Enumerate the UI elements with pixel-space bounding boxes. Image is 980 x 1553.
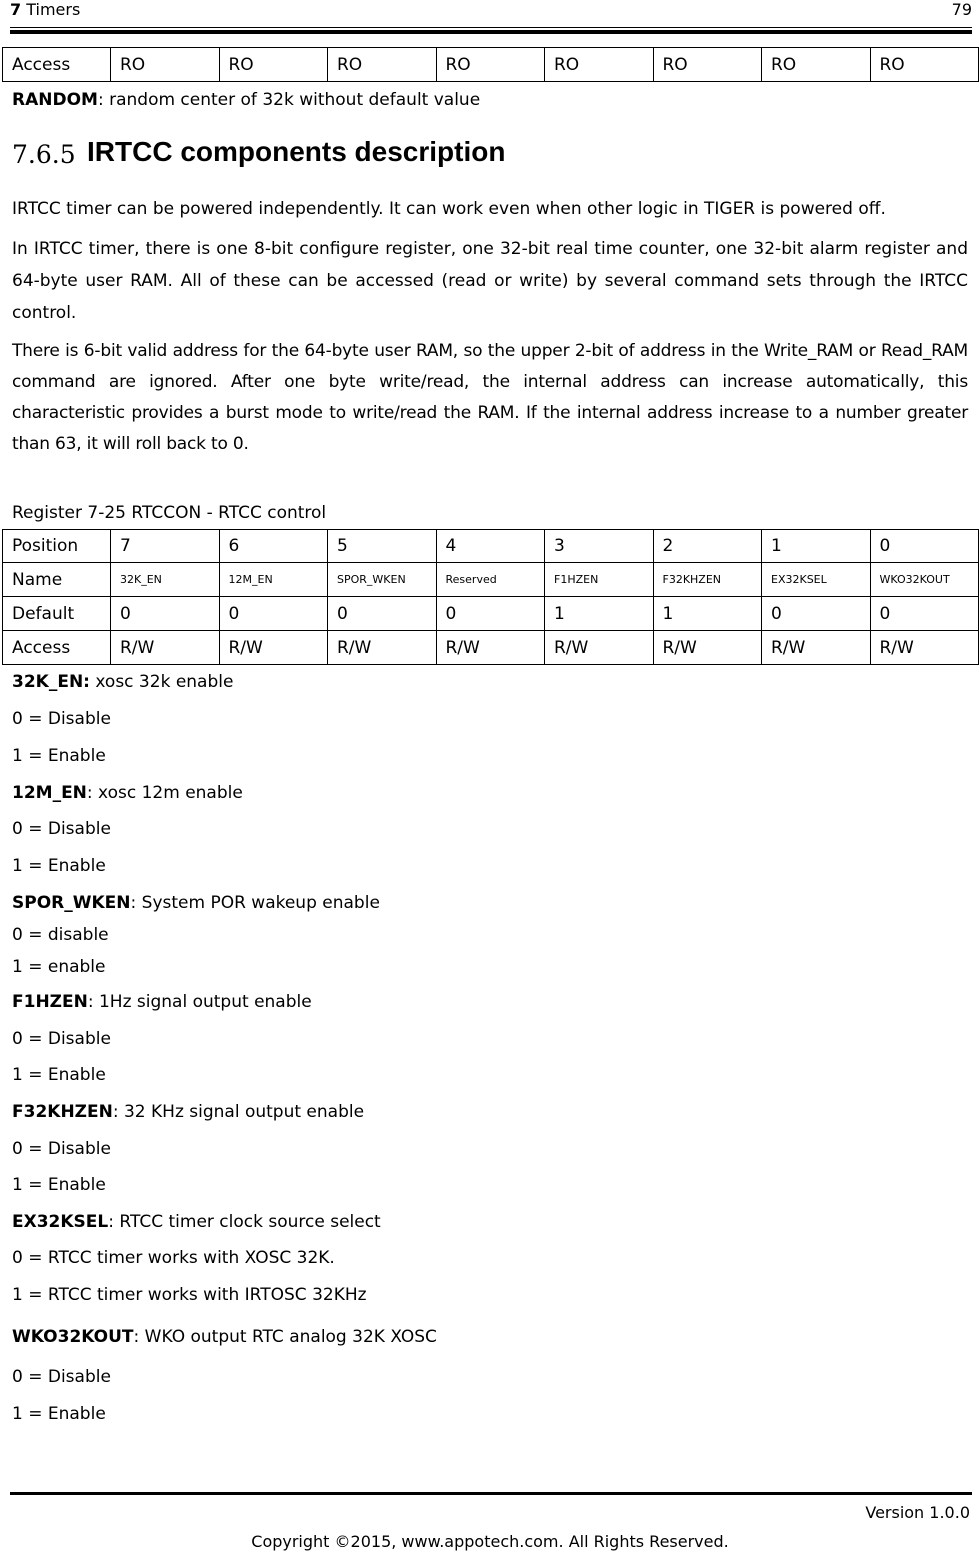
field-desc: : WKO output RTC analog 32K XOSC [133,1327,437,1347]
field-value: 1 = enable [12,957,106,977]
field-value: 1 = Enable [12,856,106,876]
table-cell: EX32KSEL [762,563,871,597]
table-row [3,631,979,665]
table-cell: 0 [219,597,328,631]
table-cell: 0 [762,597,871,631]
footer-version: Version 1.0.0 [865,1503,970,1522]
paragraph: There is 6-bit valid address for the 64-byte user RAM, so the upper 2-bit of address in the Write_RAM or Read_RAM command are ignored. After one byte write/read, the internal address can increase automatically, this characteristic provides a burst mode to write/read the RAM. If the internal address increase to a number greater than 63, it will roll back to 0. [12,341,968,454]
table-cell: R/W [545,631,654,665]
field-desc: xosc 32k enable [89,672,234,692]
previous-register-access-table [2,47,979,82]
footer-rule [10,1492,972,1495]
table-cell: 0 [111,597,220,631]
row-label: Access [3,631,111,665]
table-cell: 6 [219,530,328,563]
table-cell: WKO32KOUT [870,563,979,597]
field-heading-wko32kout [12,1327,437,1347]
field-value: 1 = Enable [12,746,106,766]
page-number: 79 [951,0,972,19]
field-value: 0 = Disable [12,1367,111,1387]
field-value: 1 = Enable [12,1404,106,1424]
table-cell: 3 [545,530,654,563]
table-cell: 2 [653,530,762,563]
register-table [2,529,979,665]
field-name: SPOR_WKEN [12,893,131,913]
table-cell: R/W [653,631,762,665]
table-cell: 5 [328,530,437,563]
field-heading-f1hzen [12,992,312,1012]
field-value: 0 = disable [12,925,109,945]
field-name: EX32KSEL [12,1212,109,1232]
chapter-number: 7 [10,0,22,19]
field-desc: : RTCC timer clock source select [108,1212,381,1232]
field-desc: : 1Hz signal output enable [87,992,312,1012]
field-heading-spor-wken [12,893,380,913]
paragraph: In IRTCC timer, there is one 8-bit configure register, one 32-bit real time counter, one 32-bit alarm register and 64-byte user RAM. All of these can be accessed (read or write) by several command sets through the IRTCC control. [12,239,968,323]
footer-copyright: Copyright ©2015, www.appotech.com. All Rights Reserved. [251,1532,729,1551]
table-cell: F32KHZEN [653,563,762,597]
field-name: 12M_EN [12,783,87,803]
table-cell: R/W [436,631,545,665]
table-row [3,597,979,631]
paragraph: IRTCC timer can be powered independently. It can work even when other logic in TIGER is powered off. [12,199,886,219]
field-name: 32K_EN: [12,672,90,692]
table-cell: SPOR_WKEN [328,563,437,597]
chapter-title: Timers [26,0,81,19]
section-number: 7.6.5 [12,140,76,169]
table-cell: R/W [762,631,871,665]
table-cell: 32K_EN [111,563,220,597]
table-cell: RO [545,48,654,82]
field-value: 0 = Disable [12,709,111,729]
field-name: F32KHZEN [12,1102,113,1122]
field-name: RANDOM [12,90,98,110]
field-name: F1HZEN [12,992,88,1012]
table-cell: RO [762,48,871,82]
field-value: 0 = Disable [12,1029,111,1049]
table-cell: R/W [111,631,220,665]
table-cell: RO [870,48,979,82]
page-header [10,0,972,20]
table-cell: RO [653,48,762,82]
table-cell: RO [219,48,328,82]
field-desc: : xosc 12m enable [86,783,243,803]
section-title: IRTCC components description [87,136,506,167]
row-label: Access [3,48,111,82]
random-field-description [12,90,480,110]
table-row [3,563,979,597]
table-row [3,48,979,82]
field-name: WKO32KOUT [12,1327,134,1347]
table-row [3,530,979,563]
table-cell: 0 [870,597,979,631]
field-heading-ex32ksel [12,1212,381,1232]
header-rule-thick [10,30,972,34]
table-cell: R/W [870,631,979,665]
table-cell: 1 [653,597,762,631]
field-value: 0 = Disable [12,1139,111,1159]
field-value: 0 = RTCC timer works with XOSC 32K. [12,1248,335,1268]
table-cell: Reserved [436,563,545,597]
field-desc: : 32 KHz signal output enable [112,1102,365,1122]
field-heading-12m-en [12,783,243,803]
table-cell: F1HZEN [545,563,654,597]
field-value: 1 = Enable [12,1175,106,1195]
field-heading-32k-en [12,672,233,692]
table-cell: R/W [219,631,328,665]
row-label: Name [3,563,111,597]
row-label: Default [3,597,111,631]
table-cell: 4 [436,530,545,563]
table-cell: 12M_EN [219,563,328,597]
field-value: 1 = Enable [12,1065,106,1085]
table-cell: 0 [328,597,437,631]
field-value: 0 = Disable [12,819,111,839]
chapter-heading [10,0,80,19]
register-caption: Register 7-25 RTCCON - RTCC control [12,503,327,523]
table-cell: 1 [545,597,654,631]
table-cell: 1 [762,530,871,563]
table-cell: R/W [328,631,437,665]
row-label: Position [3,530,111,563]
field-desc: : random center of 32k without default value [97,90,481,110]
table-cell: 7 [111,530,220,563]
header-rule-thin [10,27,972,28]
field-heading-f32khzen [12,1102,364,1122]
field-desc: : System POR wakeup enable [130,893,380,913]
table-cell: 0 [436,597,545,631]
field-value: 1 = RTCC timer works with IRTOSC 32KHz [12,1285,367,1305]
table-cell: 0 [870,530,979,563]
table-cell: RO [328,48,437,82]
table-cell: RO [111,48,220,82]
table-cell: RO [436,48,545,82]
